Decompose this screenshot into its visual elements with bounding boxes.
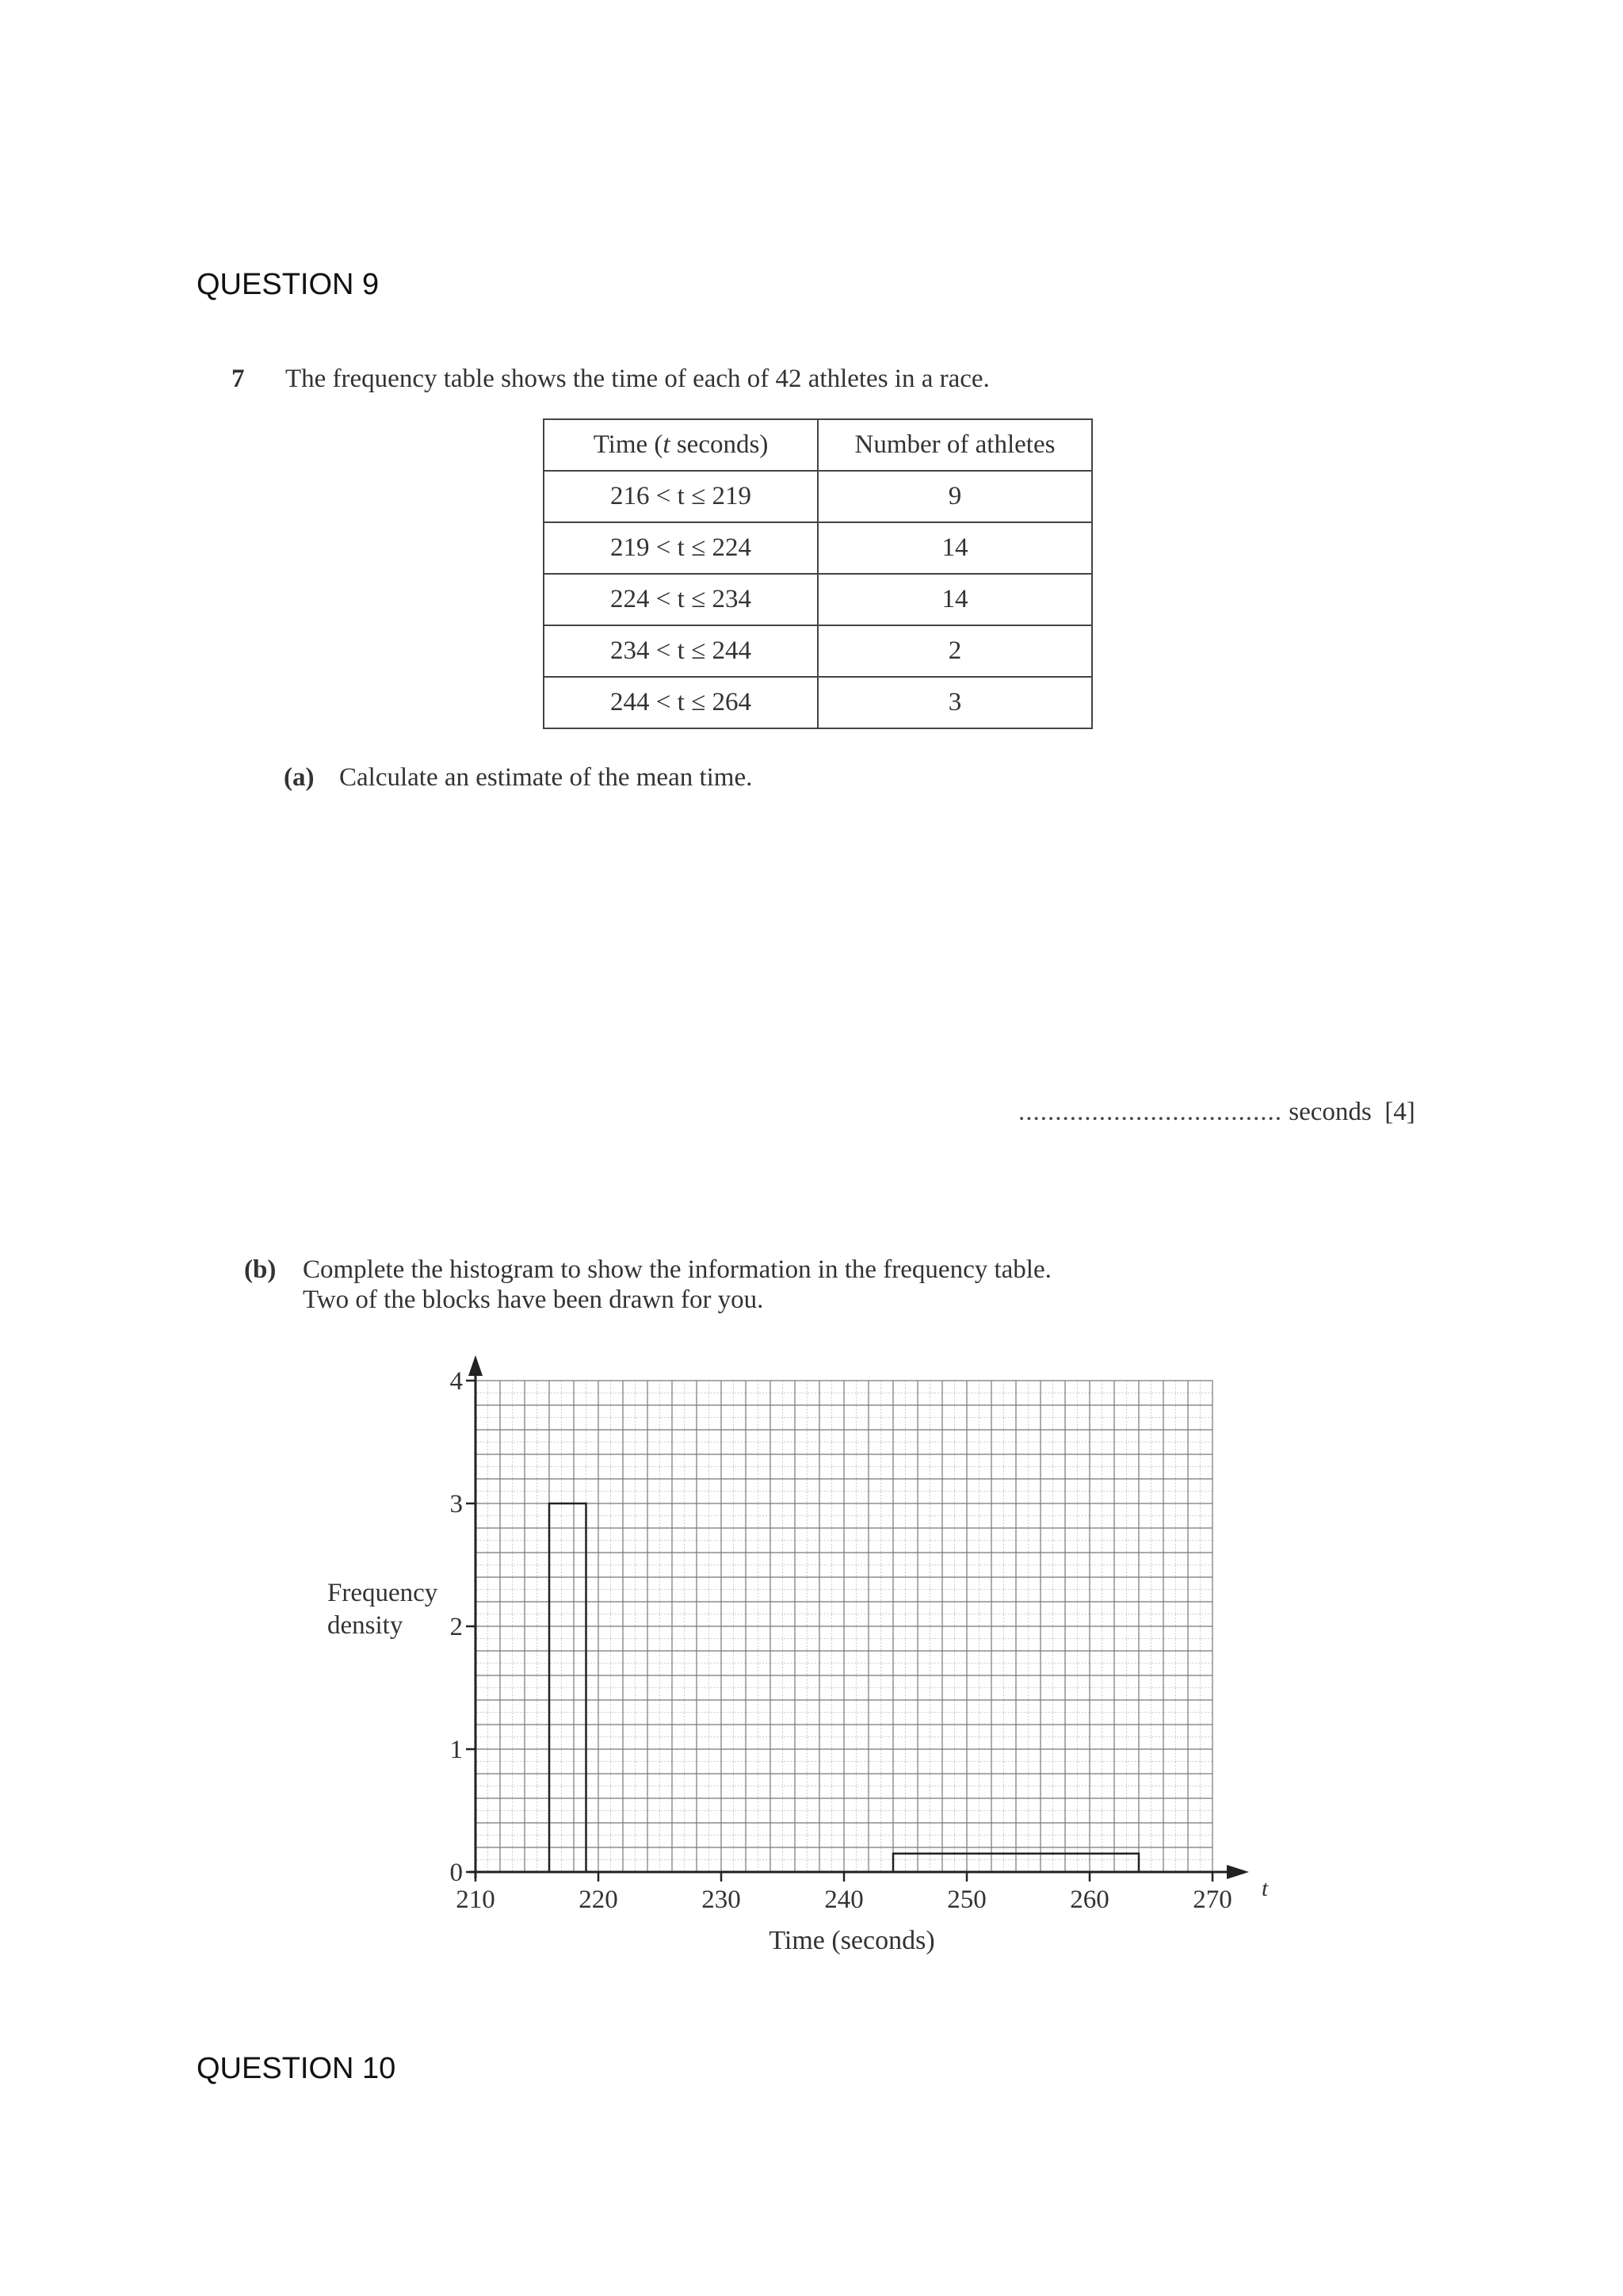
table-cell-interval: 216 < t ≤ 219 xyxy=(544,471,818,522)
table-cell-count: 9 xyxy=(818,471,1092,522)
x-tick-label: 230 xyxy=(701,1885,741,1914)
table-cell-interval: 234 < t ≤ 244 xyxy=(544,625,818,677)
question-9-heading: QUESTION 9 xyxy=(197,268,380,301)
answer-dots: .................................... xyxy=(1018,1098,1282,1126)
y-tick-label: 4 xyxy=(449,1367,463,1396)
x-axis-label: Time (seconds) xyxy=(769,1926,935,1955)
y-axis-label-line1: Frequency xyxy=(327,1579,438,1607)
table-cell-interval: 244 < t ≤ 264 xyxy=(544,677,818,728)
x-tick-label: 270 xyxy=(1193,1885,1232,1914)
y-tick-label: 3 xyxy=(449,1490,463,1519)
table-cell-count: 3 xyxy=(818,677,1092,728)
part-b-line2: Two of the blocks have been drawn for you. xyxy=(303,1286,764,1314)
y-axis-arrow xyxy=(468,1355,483,1376)
table-cell-count: 14 xyxy=(818,574,1092,625)
table-cell-interval: 224 < t ≤ 234 xyxy=(544,574,818,625)
answer-unit: seconds xyxy=(1289,1098,1372,1126)
x-tick-label: 210 xyxy=(456,1885,495,1914)
table-header-count: Number of athletes xyxy=(818,419,1092,471)
part-a-text: Calculate an estimate of the mean time. xyxy=(339,763,753,792)
question-number: 7 xyxy=(231,365,245,393)
y-tick-label: 1 xyxy=(449,1736,463,1764)
y-axis-label xyxy=(327,1577,437,1642)
y-axis-label-line2: density xyxy=(327,1611,403,1640)
x-tick-label: 250 xyxy=(947,1885,987,1914)
table-cell-interval: 219 < t ≤ 224 xyxy=(544,522,818,574)
marks-a: [4] xyxy=(1384,1098,1415,1126)
axis-variable-label: t xyxy=(1262,1876,1269,1901)
table-cell-count: 2 xyxy=(818,625,1092,677)
part-a-label: (a) xyxy=(284,763,315,792)
table-cell-count: 14 xyxy=(818,522,1092,574)
part-b-label: (b) xyxy=(244,1255,277,1284)
part-b-line1: Complete the histogram to show the information in the frequency table. xyxy=(303,1255,1052,1284)
x-axis-arrow xyxy=(1227,1865,1249,1879)
question-intro: The frequency table shows the time of each of 42 athletes in a race. xyxy=(285,365,990,393)
question-10-heading: QUESTION 10 xyxy=(197,2052,396,2085)
x-tick-label: 240 xyxy=(824,1885,864,1914)
y-tick-label: 0 xyxy=(449,1859,463,1887)
x-tick-label: 220 xyxy=(579,1885,618,1914)
y-tick-label: 2 xyxy=(449,1613,463,1641)
x-tick-label: 260 xyxy=(1070,1885,1109,1914)
table-header-time: Time (t seconds) xyxy=(544,419,818,471)
